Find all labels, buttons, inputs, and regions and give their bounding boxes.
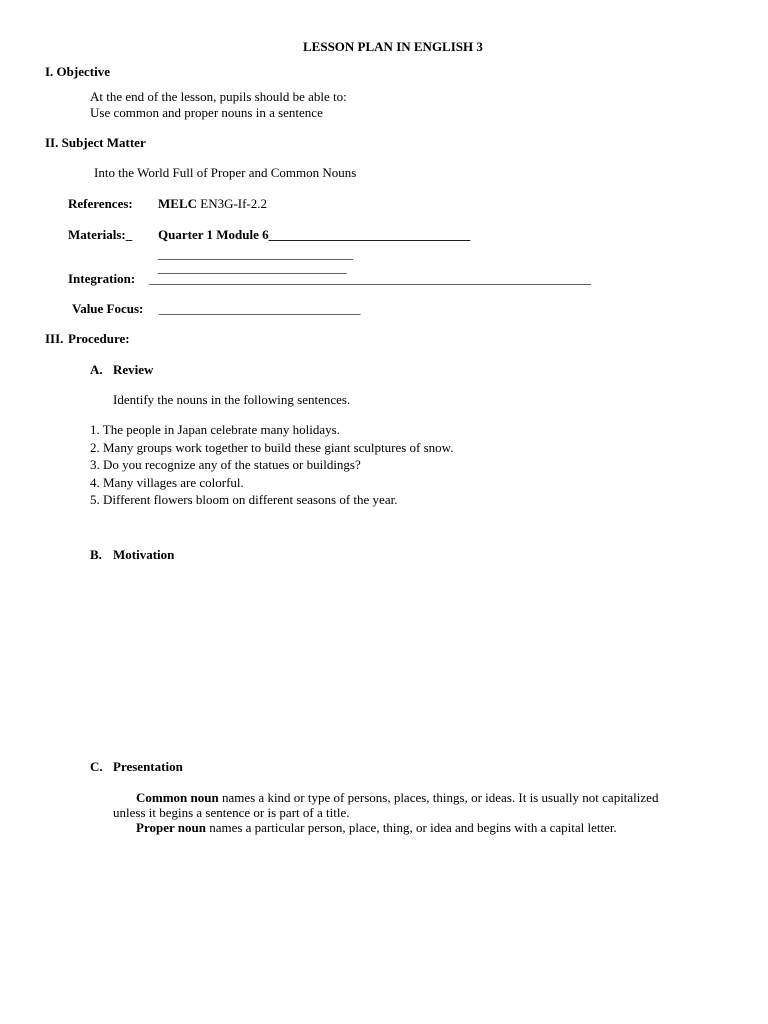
materials-value: Quarter 1 Module 6_______________________________: [158, 227, 471, 242]
review-item-2: 2. Many groups work together to build these giant sculptures of snow.: [90, 440, 454, 455]
objective-intro: At the end of the lesson, pupils should be able to:: [90, 89, 347, 104]
materials-blank-line-3: _____________________________: [158, 260, 347, 275]
references-label: References:: [68, 196, 133, 211]
integration-label: Integration:: [68, 271, 136, 286]
objective-goal: Use common and proper nouns in a sentence: [90, 105, 323, 120]
review-item-3: 3. Do you recognize any of the statues or buildings?: [90, 457, 361, 472]
common-noun-term: Common noun: [136, 790, 219, 805]
review-instruction: Identify the nouns in the following sentences.: [113, 392, 351, 407]
review-heading: Review: [113, 362, 154, 377]
review-item-5: 5. Different flowers bloom on different seasons of the year.: [90, 492, 398, 507]
common-noun-text: names a kind or type of persons, places, things, or ideas. It is usually not capitalized unless it begins a sentence or is part of a title.: [113, 790, 659, 820]
presentation-heading: Presentation: [113, 759, 183, 774]
proper-noun-term: Proper noun: [136, 820, 206, 835]
subject-topic: Into the World Full of Proper and Common Nouns: [94, 165, 357, 180]
review-item-4: 4. Many villages are colorful.: [90, 475, 244, 490]
procedure-heading: Procedure:: [68, 331, 130, 346]
objective-heading: I. Objective: [45, 64, 110, 79]
page-title: LESSON PLAN IN ENGLISH 3: [303, 39, 483, 54]
review-item-1: 1. The people in Japan celebrate many holidays.: [90, 422, 340, 437]
value-focus-blank-line: _______________________________: [159, 301, 361, 316]
materials-label: Materials:_: [68, 227, 133, 242]
presentation-letter: C.: [90, 759, 103, 774]
review-letter: A.: [90, 362, 103, 377]
materials-blank-line-2: ______________________________: [158, 246, 353, 261]
references-value: [158, 196, 267, 212]
integration-blank-line: ____________________________________________________________________: [149, 271, 591, 286]
proper-noun-definition: [113, 820, 713, 835]
subject-matter-heading: II. Subject Matter: [45, 135, 146, 150]
procedure-heading-number: III.: [45, 331, 64, 346]
motivation-heading: Motivation: [113, 547, 175, 562]
proper-noun-text: names a particular person, place, thing, or idea and begins with a capital letter.: [205, 820, 617, 835]
value-focus-label: Value Focus:: [72, 301, 144, 316]
common-noun-definition: [113, 790, 688, 820]
references-code-bold: MELC: [158, 196, 197, 211]
references-code: EN3G-If-2.2: [200, 196, 268, 211]
motivation-letter: B.: [90, 547, 102, 562]
